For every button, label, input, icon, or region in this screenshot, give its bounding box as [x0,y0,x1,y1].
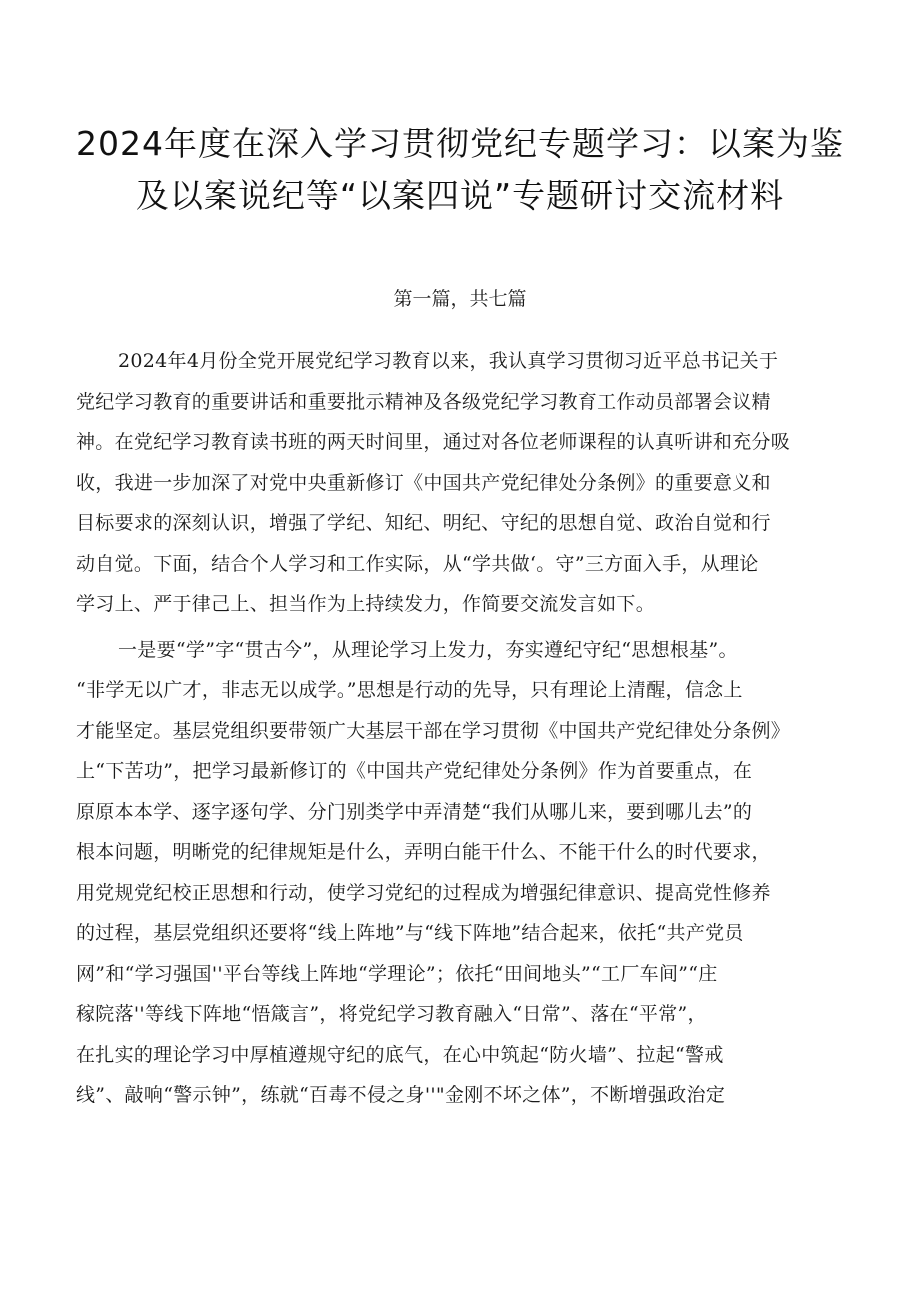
paragraph-point-one [76,630,866,1116]
paragraph-line: 党纪学习教育的重要讲话和重要批示精神及各级党纪学习教育工作动员部署会议精 [76,390,771,413]
paragraph-line: 用党规党纪校正思想和行动，使学习党纪的过程成为增强纪律意识、提高党性修养 [76,881,771,904]
paragraph-line: 原原本本学、逐字逐句学、分门别类学中弄清楚“我们从哪儿来，要到哪儿去”的 [76,800,753,823]
paragraph-line: 根本问题，明晰党的纪律规矩是什么，弄明白能干什么、不能干什么的时代要求， [76,841,771,863]
paragraph-line: 的过程，基层党组织还要将“线上阵地”与“线下阵地”结合起来，依托“共产党员 [76,922,744,944]
paragraph-line: 学习上、严于律己上、担当作为上持续发力，作简要交流发言如下。 [76,593,656,615]
title-line-1: 2024年度在深入学习贯彻党纪专题学习：以案为鉴 [76,124,844,163]
paragraph-line: 神。在党纪学习教育读书班的两天时间里，通过对各位老师课程的认真听讲和充分吸 [76,431,791,453]
document-title [70,118,850,222]
paragraph-line: 线”、敲响“警示钟”，练就“百毒不侵之身''"金刚不坏之体”，不断增强政治定 [76,1084,726,1106]
paragraph-line: 网”和“学习强国''平台等线上阵地“学理论”；依托“田间地头”“工厂车间”“庄 [76,962,718,985]
title-line-2: 及以案说纪等“以案四说”专题研讨交流材料 [135,176,785,215]
paragraph-line: 上“下苦功”，把学习最新修订的《中国共产党纪律处分条例》作为首要重点，在 [76,760,753,782]
paragraph-line: 在扎实的理论学习中厚植遵规守纪的底气，在心中筑起“防火墙”、拉起“警戒 [76,1043,724,1066]
paragraph-line: 2024年4月份全党开展党纪学习教育以来，我认真学习贯彻习近平总书记关于 [118,350,779,372]
paragraph-line: 收，我进一步加深了对党中央重新修订《中国共产党纪律处分条例》的重要意义和 [76,471,771,494]
document-body [76,341,866,1116]
paragraph-line: 才能坚定。基层党组织要带领广大基层干部在学习贯彻《中国共产党纪律处分条例》 [76,719,791,742]
paragraph-line: 动自觉。下面，结合个人学习和工作实际，从“学共做‘。守”三方面入手，从理论 [76,552,759,575]
paragraph-line: 稼院落''等线下阵地“悟箴言”，将党纪学习教育融入“日常”、落在“平常”， [76,1003,707,1025]
paragraph-line: 一是要“学”字“贯古今”，从理论学习上发力，夯实遵纪守纪“思想根基”。 [118,638,738,661]
section-subtitle: 第一篇，共七篇 [393,288,527,310]
paragraph-line: 目标要求的深刻认识，增强了学纪、知纪、明纪、守纪的思想自觉、政治自觉和行 [76,512,771,534]
paragraph-intro [76,341,866,625]
paragraph-line: “非学无以广才，非志无以成学。”思想是行动的先导，只有理论上清醒，信念上 [76,679,743,701]
